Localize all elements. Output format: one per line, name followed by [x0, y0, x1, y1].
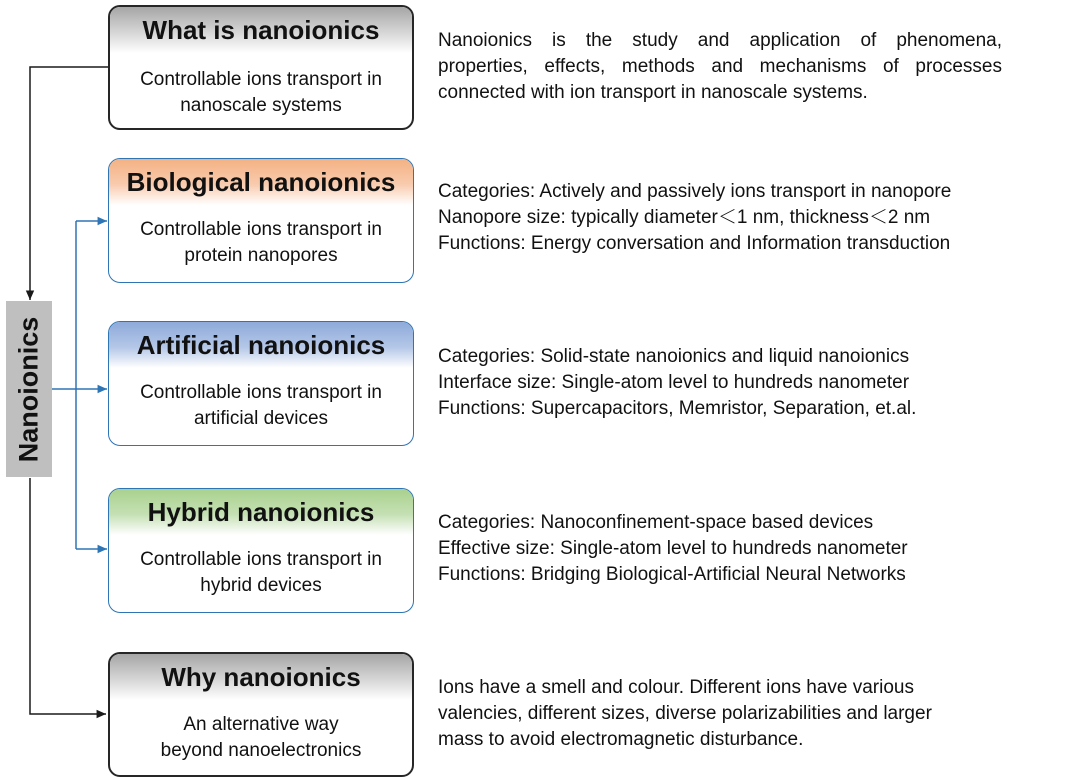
artificial-nanoionics-box: [108, 321, 414, 446]
arrow-what-to-label: [30, 67, 108, 300]
box-title: What is nanoionics: [110, 7, 412, 53]
subtitle-line: artificial devices: [193, 408, 329, 429]
description-line: Effective size: Single-atom level to hundreds nanometer: [438, 538, 908, 559]
box-title: Biological nanoionics: [109, 159, 413, 205]
description-line: Functions: Supercapacitors, Memristor, Separation, et.al.: [438, 398, 917, 419]
description-line: properties, effects, methods and mechanisms of processes: [438, 56, 1002, 77]
description-line: Functions: Bridging Biological-Artificial Neural Networks: [438, 564, 906, 585]
artificial-description: [438, 344, 1058, 422]
arrow-label-to-why: [30, 478, 106, 714]
biological-description: [438, 179, 1058, 257]
subtitle-line: Controllable ions transport in: [140, 382, 382, 403]
description-line: Categories: Actively and passively ions transport in nanopore: [438, 181, 952, 202]
description-line: connected with ion transport in nanoscale systems.: [438, 82, 868, 103]
subtitle-line: hybrid devices: [200, 575, 322, 596]
box-subtitle: [109, 205, 413, 269]
what-is-nanoionics-box: [108, 5, 414, 130]
subtitle-line: Controllable ions transport in: [140, 219, 382, 240]
box-title: Hybrid nanoionics: [109, 489, 413, 535]
box-title: Artificial nanoionics: [109, 322, 413, 368]
box-subtitle: [109, 535, 413, 599]
subtitle-line: Controllable ions transport in: [140, 549, 382, 570]
description-line: Functions: Energy conversation and Information transduction: [438, 233, 951, 254]
description-line: mass to avoid electromagnetic disturbance.: [438, 729, 804, 750]
description-line: Categories: Nanoconfinement-space based devices: [438, 512, 874, 533]
description-line: Interface size: Single-atom level to hundreds nanometer: [438, 372, 910, 393]
what-is-description: [438, 28, 1002, 106]
description-line: valencies, different sizes, diverse polarizabilities and larger: [438, 703, 932, 724]
why-nanoionics-box: [108, 652, 414, 777]
subtitle-line: Controllable ions transport in: [140, 69, 382, 90]
biological-nanoionics-box: [108, 158, 414, 283]
subtitle-line: protein nanopores: [184, 245, 338, 266]
description-line: Ions have a smell and colour. Different ions have various: [438, 677, 914, 698]
description-line: Nanoionics is the study and application of phenomena,: [438, 30, 1002, 51]
nanoionics-side-label: [6, 301, 52, 477]
box-subtitle: [110, 700, 412, 764]
description-line: Nanopore size: typically diameter＜1 nm, thickness＜2 nm: [438, 207, 931, 228]
hybrid-description: [438, 510, 1058, 588]
subtitle-line: An alternative way: [183, 714, 339, 735]
box-subtitle: [109, 368, 413, 432]
subtitle-line: nanoscale systems: [180, 95, 342, 116]
box-subtitle: [110, 53, 412, 119]
hybrid-nanoionics-box: [108, 488, 414, 613]
side-label-text: Nanoionics: [13, 316, 44, 462]
description-line: Categories: Solid-state nanoionics and liquid nanoionics: [438, 346, 910, 367]
subtitle-line: beyond nanoelectronics: [160, 740, 362, 761]
why-description: [438, 675, 1058, 753]
box-title: Why nanoionics: [110, 654, 412, 700]
